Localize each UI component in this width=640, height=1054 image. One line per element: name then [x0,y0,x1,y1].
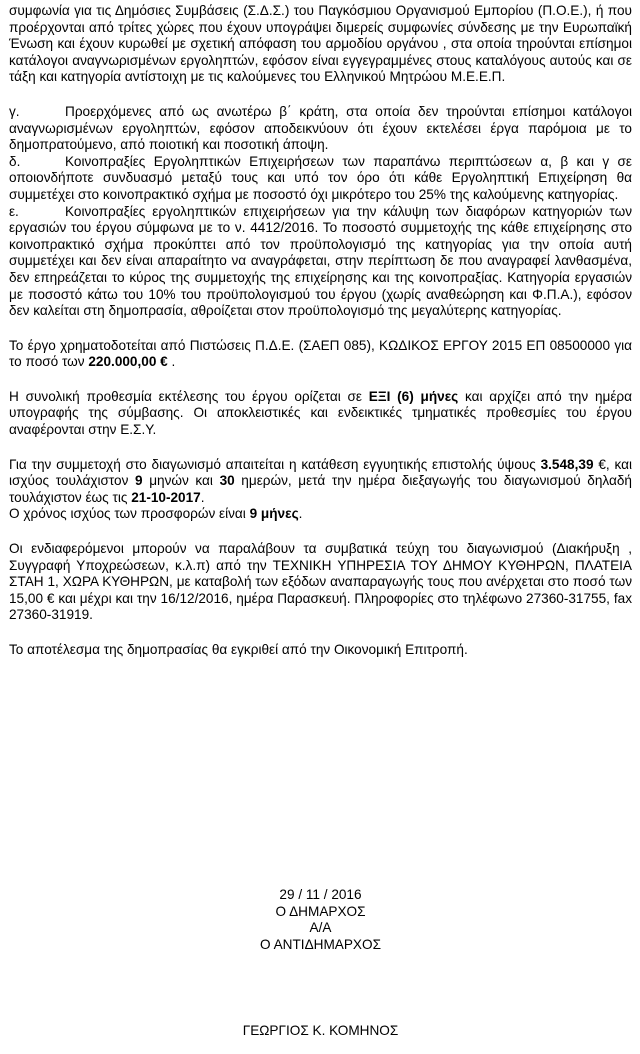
funding-amount: 220.000,00 € [88,354,168,370]
guarantee-days: 30 [219,473,235,489]
signature-block [9,887,632,953]
guarantee-amount: 3.548,39 [540,456,594,472]
validity-end: . [298,506,303,522]
funding-end: . [167,354,176,370]
signature-date: 29 / 11 / 2016 [279,887,362,902]
list-marker: γ. [9,103,20,119]
funding-text: Το έργο χρηματοδοτείται από Πιστώσεις Π.Δ.Ε. (ΣΑΕΠ 085), ΚΩΔΙΚΟΣ ΕΡΓΟΥ 2015 ΕΠ 08500000 για το ποσό των [9,337,632,370]
list-item-text: Προερχόμενες από ως ανωτέρω β΄ κράτη, στα οποία δεν τηρούνται επίσημοι κατάλογοι αναγνωρισμένων εργοληπτών, εφόσον αποδεικνύουν ότι έχουν εκτελέσει έργα παρόμοια με το δημοπρατούμενο, από ποιοτική και ποσοτική άποψη. [9,103,632,153]
validity-duration: 9 μήνες [249,506,299,522]
approval-paragraph: Το αποτέλεσμα της δημοπρασίας θα εγκριθεί από την Οικονομική Επιτροπή. [9,642,468,657]
deadline-text: Η συνολική προθεσμία εκτέλεσης του έργου ορίζεται σε [9,388,369,404]
guarantee-date: 21-10-2017 [131,489,201,505]
list-item-text: Κοινοπραξίες εργοληπτικών επιχειρήσεων για την κάλυψη των διαφόρων κατηγοριών των εργασιών του έργου σύμφωνα με το ν. 4412/2016. Το ποσοστό συμμετοχής της κάθε επιχείρησης στο κοινοπρακτικό σχήμα προκύπτει από τον προϋπολογισμό της κατηγορίας για την οποία αυτή συμμετέχει και δεν είναι απαραίτητο να αναγράφεται, στην περίπτωση δε που αναγραφεί λανθασμένα, δεν επηρεάζεται το κύρος της συμμετοχής της επιχείρησης και της κοινοπραξίας. Κατηγορία εργασιών με ποσοστό κάτω του 10% του προϋπολογισμού του έργου (χωρίς αναθεώρηση και Φ.Π.Α.), εφόσον δεν καλείται στη δημοπρασία, αθροίζεται στον προϋπολογισμό της μεγαλύτερης κατηγορίας. [9,203,632,319]
validity-line [9,506,632,523]
list-marker: δ. [9,153,21,169]
list-item-g [9,104,632,154]
validity-text: Ο χρόνος ισχύος των προσφορών είναι [9,506,250,522]
guarantee-text: Για την συμμετοχή στο διαγωνισμό απαιτείται η κατάθεση εγγυητικής επιστολής ύψους [9,456,541,472]
guarantee-paragraph [9,457,632,507]
deadline-duration: ΕΞΙ (6) μήνες [368,388,459,404]
document-body [9,3,632,659]
intro-paragraph: συμφωνία για τις Δημόσιες Συμβάσεις (Σ.Δ.Σ.) του Παγκόσμιου Οργανισμού Εμπορίου (Π.Ο.Ε.), ή που προέρχονται από τρίτες χώρες που έχουν υπογράψει διμερείς συμφωνίες σύνδεσης με την Ευρωπαϊκή Ένωση και έχουν κυρωθεί με σχετική απόφαση του αρμοδίου οργάνου , στα οποία τηρούνται επίσημοι κατάλογοι αναγνωρισμένων εργοληπτών, εφόσον είναι εγγεγραμμένες στους καταλόγους αυτούς και σε τάξη και κατηγορία αντίστοιχη με τις καλούμενες του Ελληνικού Μητρώου Μ.Ε.Ε.Π. [9,3,632,85]
signature-role-mayor: Ο ΔΗΜΑΡΧΟΣ [275,903,366,919]
guarantee-text: . [200,489,205,505]
signatory-name: ΓΕΩΡΓΙΟΣ Κ. ΚΟΜΗΝΟΣ [242,1023,399,1038]
guarantee-text: ημερών, μετά την ημέρα διεξαγωγής του διαγωνισμού δηλαδή τουλάχιστον έως τις [9,473,632,505]
guarantee-text: μηνών και [142,473,220,489]
deadline-paragraph [9,389,632,439]
funding-paragraph [9,338,632,371]
list-marker: ε. [9,203,19,219]
guarantee-months: 9 [135,473,143,489]
list-item-d [9,154,632,204]
list-item-e [9,204,632,320]
signature-role-deputy: Ο ΑΝΤΙΔΗΜΑΡΧΟΣ [260,936,381,952]
guarantee-text: €, και ισχύος τουλάχιστον [9,456,632,489]
list-item-text: Κοινοπραξίες Εργοληπτικών Επιχειρήσεων των παραπάνω περιπτώσεων α, β και γ σε οποιονδήποτε συνδυασμό μεταξύ τους και υπό τον όρο ότι κάθε Εργοληπτική Επιχείρηση θα συμμετέχει στο κοινοπρακτικό σχήμα με ποσοστό όχι μικρότερο του 25% της καλούμενης κατηγορίας. [9,153,632,202]
documents-paragraph: Οι ενδιαφερόμενοι μπορούν να παραλάβουν τα συμβατικά τεύχη του διαγωνισμού (Διακήρυξη , Συγγραφή Υποχρεώσεων, κ.λ.π) από την ΤΕΧΝΙΚΗ ΥΠΗΡΕΣΙΑ ΤΟΥ ΔΗΜΟΥ ΚΥΘΗΡΩΝ, ΠΛΑΤΕΙΑ ΣΤΑΗ 1, ΧΩΡΑ ΚΥΘΗΡΩΝ, με καταβολή των εξόδων αναπαραγωγής τους που ανέρχεται στο ποσό των 15,00 € και μέχρι και την 16/12/2016, ημέρα Παρασκευή. Πληροφορίες στο τηλέφωνο 27360-31755, fax 27360-31919. [9,541,632,623]
signature-role-on-behalf: Α/Α [309,920,332,936]
deadline-end: και αρχίζει από την ημέρα υπογραφής της σύμβασης. Οι αποκλειστικές και ενδεικτικές τμηματικές προθεσμίες του έργου αναφέρονται στην Ε.Σ.Υ. [9,388,632,438]
